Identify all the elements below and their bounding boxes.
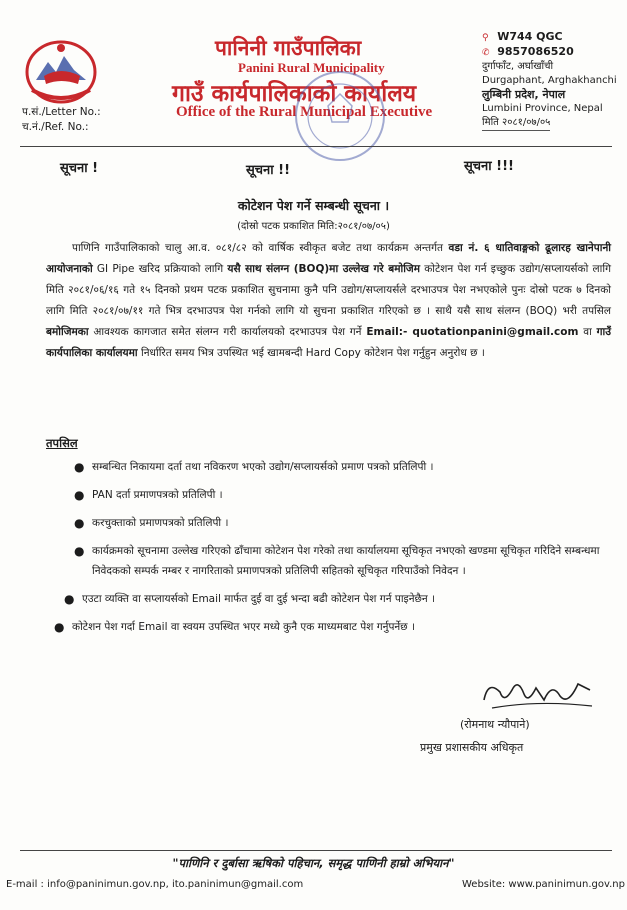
bullet-icon: ●	[54, 620, 65, 634]
letter-no-label: प.सं./Letter No.:	[22, 106, 101, 118]
office-name-en: Panini Rural Municipality	[238, 60, 385, 75]
notice-body	[46, 238, 611, 364]
province-np: लुम्बिनी प्रदेश, नेपाल	[482, 88, 566, 101]
nepal-emblem-icon	[22, 36, 100, 108]
body-text-3: कोटेशन पेश गर्न इच्छुक उद्योग/सप्लायर्सको लागि मिति २०८१/०६/१६ गते १५ दिनको प्रथम पटक प्रकाशित सुचनामा कुनै पनि उद्योग/सप्लायर्सले दरभाउपत्र पेश नभएकोले पुनः दोस्रो पटक ७ दिनको लागि मिति २०८१/०७/११ गते भित्र दरभाउपत्र पेश गर्नको लागि यो सुचना प्रकाशित गरिएको छ । साथै यसै साथ संलग्न (BOQ) भरी तपसिल	[46, 263, 611, 317]
requirements-list	[54, 455, 612, 637]
footer-website: Website: www.paninimun.gov.np	[462, 879, 625, 890]
address-np: दुर्गाफाँट, अर्घाखाँची	[482, 61, 554, 72]
notice-label-2: सूचना !!	[246, 163, 291, 178]
body-text-2: GI Pipe खरिद प्रक्रियाको लागि	[92, 263, 228, 275]
bullet-icon: ●	[74, 460, 85, 474]
plus-code: W744 QGC	[497, 30, 563, 43]
notice-label-3: सूचना !!!	[464, 159, 514, 174]
header-divider	[20, 146, 612, 147]
phone-icon: ✆	[482, 48, 490, 58]
body-bold-2: यसै साथ संलग्न (BOQ)मा उल्लेख गरे बमोजिम	[227, 263, 420, 275]
body-bold-5: गाउँ कार्यपालिका कार्यालयमा	[46, 326, 612, 359]
body-text-5: वा	[578, 326, 597, 338]
list-item: ● एउटा व्यक्ति वा सप्लायर्सको Email मार्फत दुई वा दुई भन्दा बढी कोटेशन पेश गर्न पाइनेछैन ।	[82, 589, 612, 609]
tapasil-heading: तपसिल	[46, 436, 78, 450]
location-pin-icon: ⚲	[482, 33, 489, 43]
bullet-icon: ●	[64, 592, 75, 606]
phone-number: 9857086520	[497, 45, 574, 58]
body-text-6: निर्धारित समय भित्र उपस्थित भई खामबन्दी Hard Copy कोटेशन पेश गर्नुहुन अनुरोध छ ।	[137, 347, 485, 359]
list-item: ● PAN दर्ता प्रमाणपत्रको प्रतिलिपी ।	[92, 485, 612, 505]
body-bold-3: बमोजिमका	[46, 326, 89, 338]
office-sub-en: Office of the Rural Municipal Executive	[176, 104, 433, 120]
bullet-icon: ●	[74, 488, 85, 502]
quotation-email: Email:- quotationpanini@gmail.com	[366, 326, 579, 338]
footer-slogan: "पाणिनि र दुर्बासा ऋषिको पहिचान, समृद्ध पाणिनी हाम्रो अभियान"	[172, 856, 455, 870]
issue-date: मिति २०८१/०७/०५	[482, 116, 550, 131]
list-item: ● कोटेशन पेश गर्दा Email वा स्वयम उपस्थित भएर मध्ये कुनै एक माध्यमबाट पेश गर्नुपर्नेछ ।	[72, 617, 612, 637]
body-bold-1: वडा नं. ६ धातिवाङ्गको ढूलारह खानेपानी आयोजनाको	[46, 242, 611, 275]
notice-label-1: सूचना !	[60, 161, 99, 176]
list-item: ● कार्यक्रमको सूचनामा उल्लेख गरिएको ढाँचामा कोटेशन पेश गरेको तथा कार्यालयमा सूचिकृत नभएको खण्डमा सूचिकृत गरिदिने सम्बन्धमा निवेदकको सम्पर्क नम्बर र नागरिताको प्रमाणपत्रको प्रतिलिपी सहितको सूचिकृत गरिपाउँको निवेदन ।	[92, 541, 612, 581]
signatory-title: प्रमुख प्रशासकीय अधिकृत	[420, 741, 524, 754]
body-text-4: आवश्यक कागजात समेत संलग्न गरी कार्यालयको दरभाउपत्र पेश गर्ने	[88, 326, 367, 338]
notice-title: कोटेशन पेश गर्ने सम्बन्धी सूचना ।	[237, 198, 390, 213]
bullet-icon: ●	[74, 544, 85, 558]
ref-no-label: च.नं./Ref. No.:	[22, 121, 89, 133]
footer-divider	[20, 850, 612, 851]
province-en: Lumbini Province, Nepal	[482, 103, 603, 114]
reference-block	[22, 105, 101, 135]
office-name-np: पानिनी गाउँपालिका	[215, 36, 362, 60]
footer-email: E-mail : info@paninimun.gov.np, ito.paninimun@gmail.com	[6, 879, 304, 890]
bullet-icon: ●	[74, 516, 85, 530]
office-stamp-icon	[290, 66, 390, 166]
office-sub-np: गाउँ कार्यपालिकाको कार्यालय	[172, 81, 417, 107]
address-en: Durgaphant, Arghakhanchi	[482, 75, 617, 86]
contact-block	[482, 30, 617, 131]
list-item: ● करचुक्ताको प्रमाणपत्रको प्रतिलिपी ।	[92, 513, 612, 533]
notice-subtitle: (दोस्रो पटक प्रकाशित मिति:२०८१/०७/०५)	[237, 221, 390, 232]
signature-icon	[478, 670, 598, 716]
body-text-1: पाणिनि गाउँपालिकाको चालु आ.व. ०८१/८२ को वार्षिक स्वीकृत बजेट तथा कार्यक्रम अन्तर्गत	[72, 242, 449, 254]
signatory-name: (रोमनाथ न्यौपाने)	[460, 718, 530, 731]
list-item: ● सम्बन्धित निकायमा दर्ता तथा नविकरण भएको उद्योग/सप्लायर्सको प्रमाण पत्रको प्रतिलिपी ।	[92, 457, 612, 477]
